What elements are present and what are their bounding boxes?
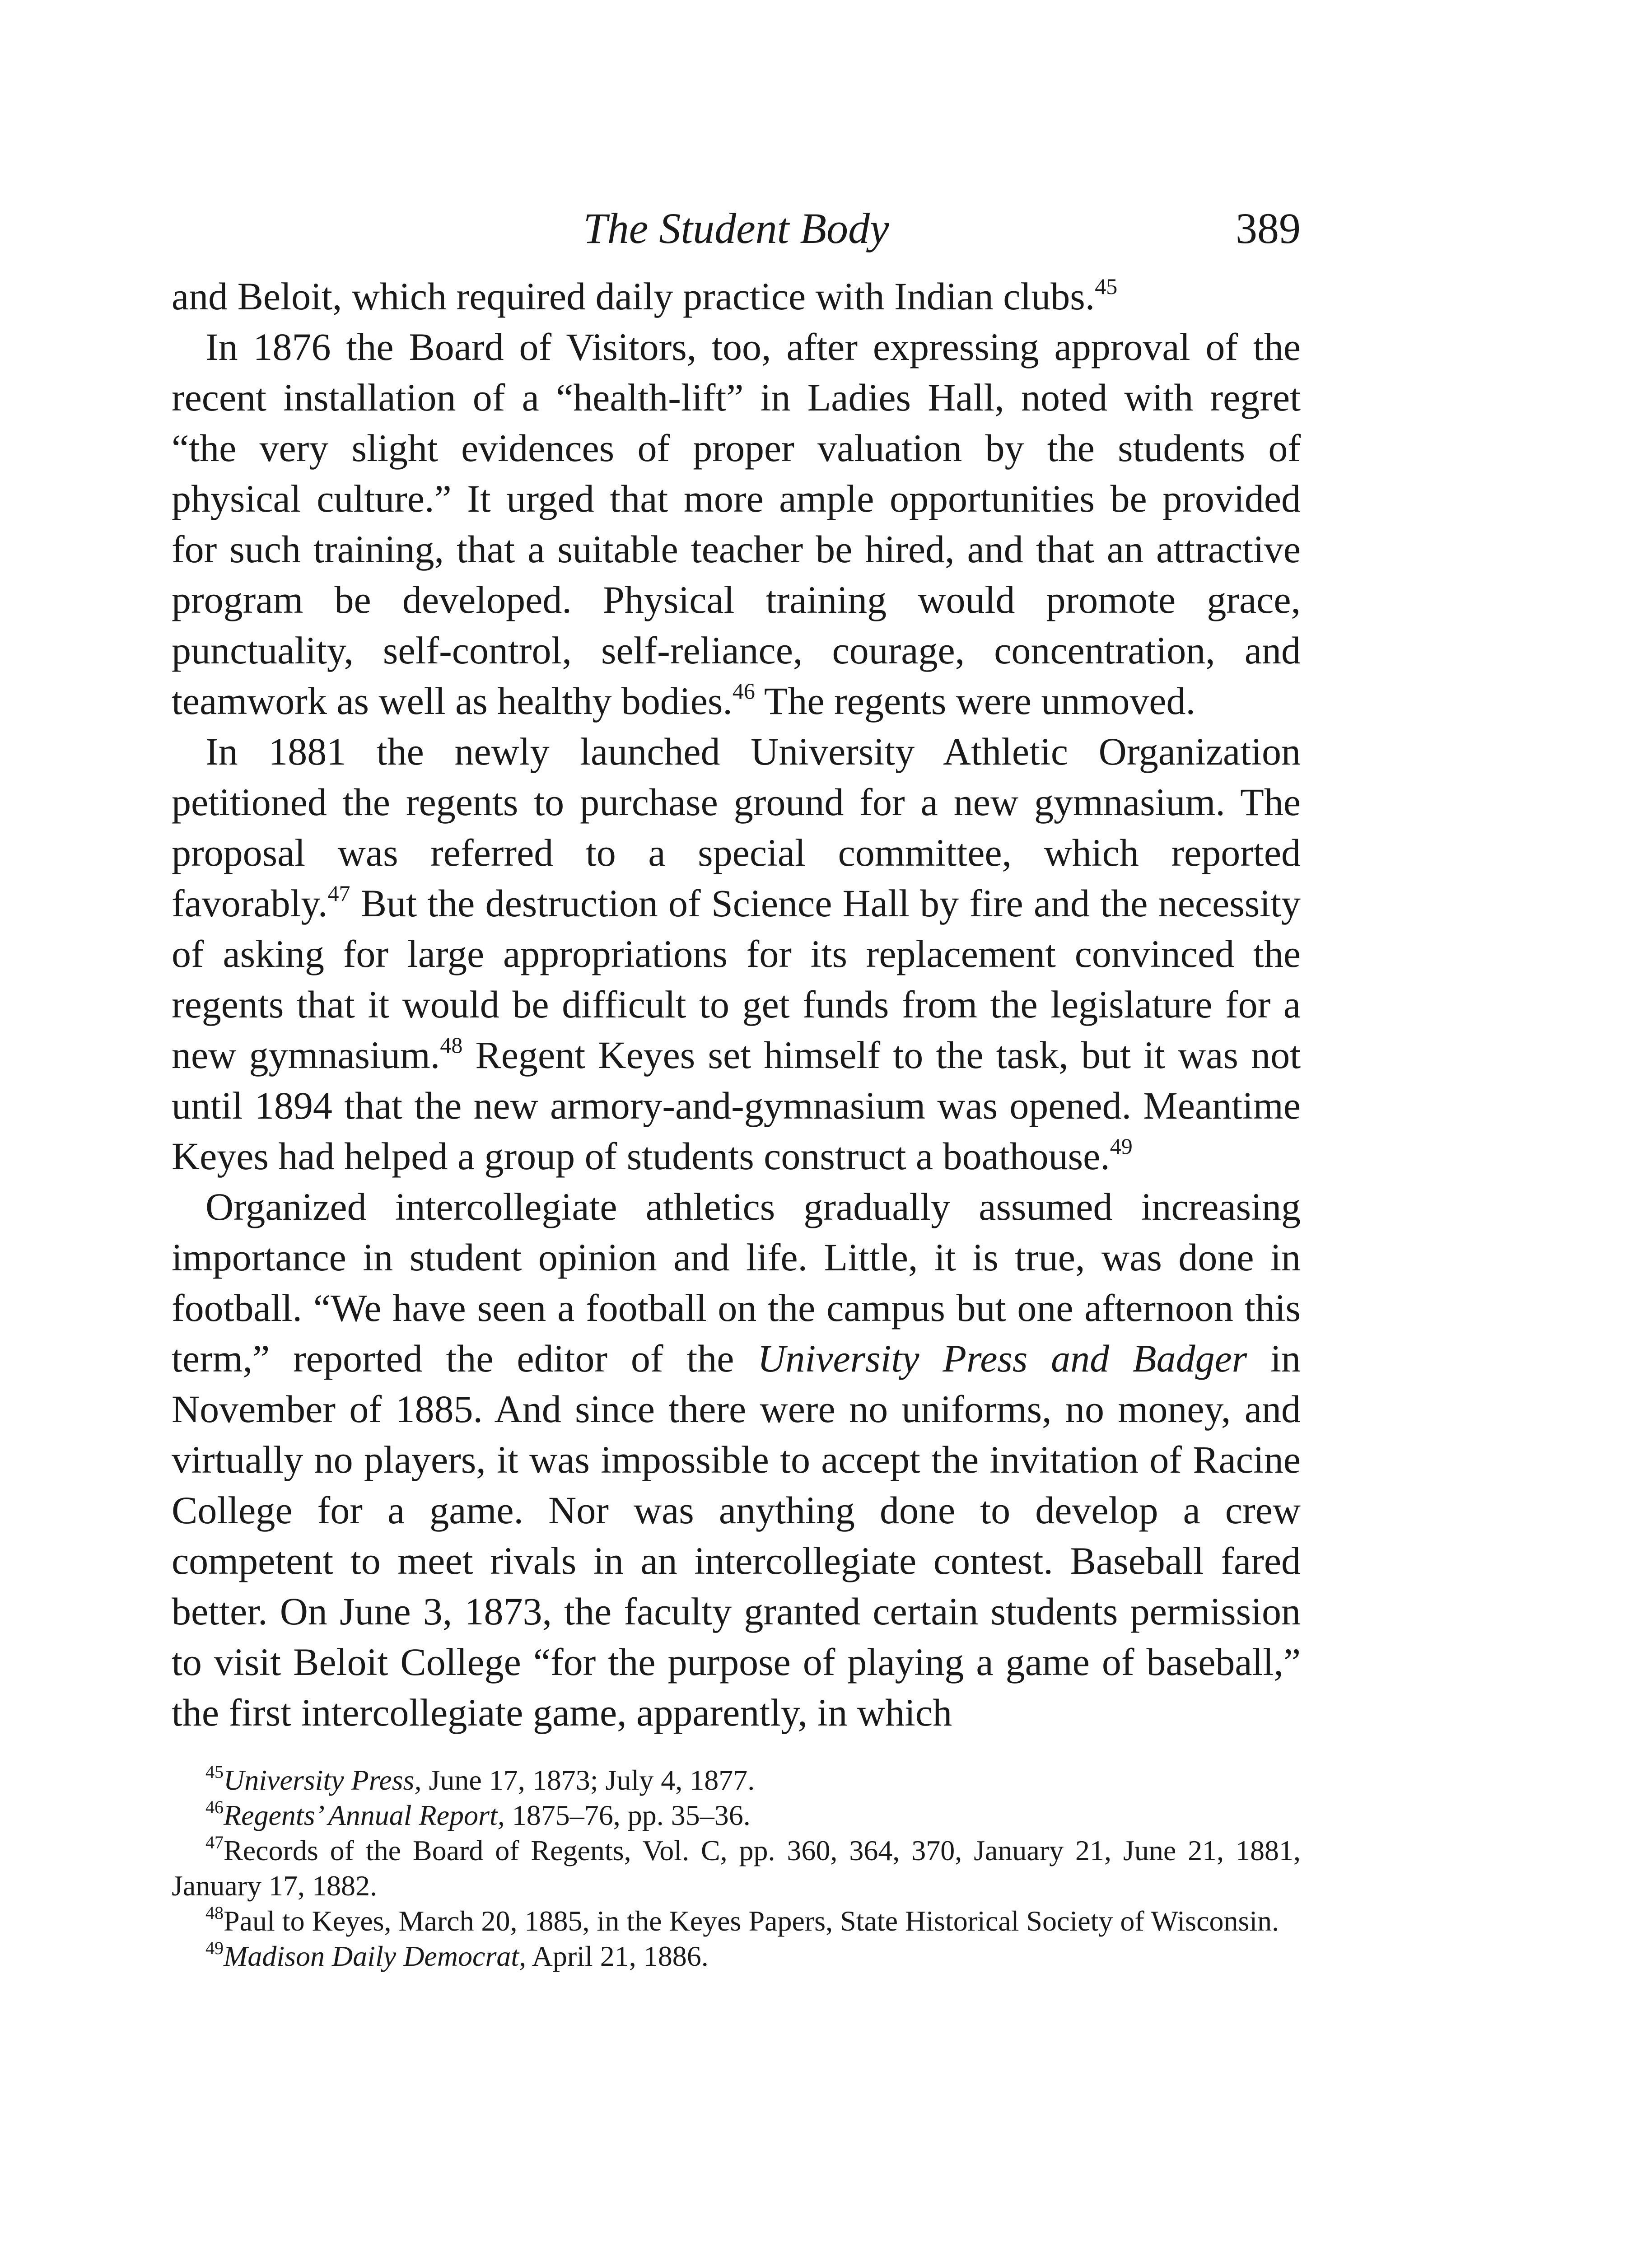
text-run: In 1876 the Board of Visitors, too, after expressing approval of the recent installation of a “health-lift” in Ladies Hall, noted with regret “the very slight evidences of proper valuation by the students of physical culture.” It urged that more ample opportunities be provided for such training, that a suitable teacher be hired, and that an attractive program be developed. Physical training would promote grace, punctuality, self-control, self-reliance, courage, concentration, and teamwork as well as healthy bodies. xyxy=(172,325,1301,723)
page-number: 389 xyxy=(1236,204,1301,252)
text-run: April 21, 1886. xyxy=(526,1940,709,1972)
body-text xyxy=(172,271,1301,1738)
text-run: But the destruction of Science Hall by fire and the necessity of asking for large appropriations for its replacement convinced the regents that it would be difficult to get funds from the legislature for a new gymnasium. xyxy=(172,882,1301,1077)
running-title: The Student Body xyxy=(583,204,889,252)
text-run: Regent Keyes set himself to the task, but it was not until 1894 that the new armory-and-gymnasium was opened. Meantime Keyes had helped a group of students construct a boathouse. xyxy=(172,1033,1301,1178)
footnote xyxy=(172,1798,1301,1833)
text-run: in November of 1885. And since there were no uniforms, no money, and virtually no players, it was impossible to accept the invitation of Racine College for a game. Nor was anything done to develop a crew competent to meet rivals in an intercollegiate contest. Baseball fared better. On June 3, 1873, the faculty granted certain students permission to visit Beloit College “for the purpose of playing a game of baseball,” the first intercollegiate game, apparently, in which xyxy=(172,1337,1301,1734)
footnote-number: 49 xyxy=(205,1938,224,1958)
running-head xyxy=(172,194,1301,266)
footnote-ref: 47 xyxy=(327,881,350,906)
italic-text: Regents’ Annual Report, xyxy=(224,1799,505,1831)
footnote-ref: 46 xyxy=(732,678,755,704)
italic-text: Madison Daily Democrat, xyxy=(224,1940,527,1972)
paragraph xyxy=(172,271,1301,322)
footnote-ref: 49 xyxy=(1110,1134,1133,1159)
text-run: and Beloit, which required daily practice with Indian clubs. xyxy=(172,275,1095,318)
italic-text: University Press and Badger xyxy=(757,1337,1247,1380)
footnote-number: 46 xyxy=(205,1797,224,1817)
text-run: Records of the Board of Regents, Vol. C, pp. 360, 364, 370, January 21, June 21, 1881, January 17, 1882. xyxy=(172,1834,1301,1902)
italic-text: University Press, xyxy=(224,1764,422,1796)
footnote xyxy=(172,1903,1301,1939)
paragraph xyxy=(172,322,1301,726)
footnote-number: 47 xyxy=(205,1832,224,1852)
text-run: Organized intercollegiate athletics gradually assumed increasing importance in student opinion and life. Little, it is true, was done in football. “We have seen a football on the campus but one afternoon this term,” reported the editor of the xyxy=(172,1185,1301,1380)
paragraph xyxy=(172,726,1301,1181)
footnote-number: 48 xyxy=(205,1903,224,1923)
footnote xyxy=(172,1833,1301,1903)
footnote-number: 45 xyxy=(205,1762,224,1782)
footnote-ref: 45 xyxy=(1095,274,1118,299)
text-run: Paul to Keyes, March 20, 1885, in the Keyes Papers, State Historical Society of Wisconsin. xyxy=(224,1905,1279,1937)
book-page xyxy=(172,194,1301,1974)
paragraph xyxy=(172,1181,1301,1738)
text-run: June 17, 1873; July 4, 1877. xyxy=(421,1764,755,1796)
footnote xyxy=(172,1939,1301,1974)
footnote xyxy=(172,1763,1301,1798)
text-run: The regents were unmoved. xyxy=(755,679,1196,723)
text-run: In 1881 the newly launched University Athletic Organization petitioned the regents to purchase ground for a new gymnasium. The proposal was referred to a special committee, which reported favorably. xyxy=(172,730,1301,925)
text-run: 1875–76, pp. 35–36. xyxy=(504,1799,751,1831)
footnotes xyxy=(172,1763,1301,1974)
footnote-ref: 48 xyxy=(440,1032,463,1058)
